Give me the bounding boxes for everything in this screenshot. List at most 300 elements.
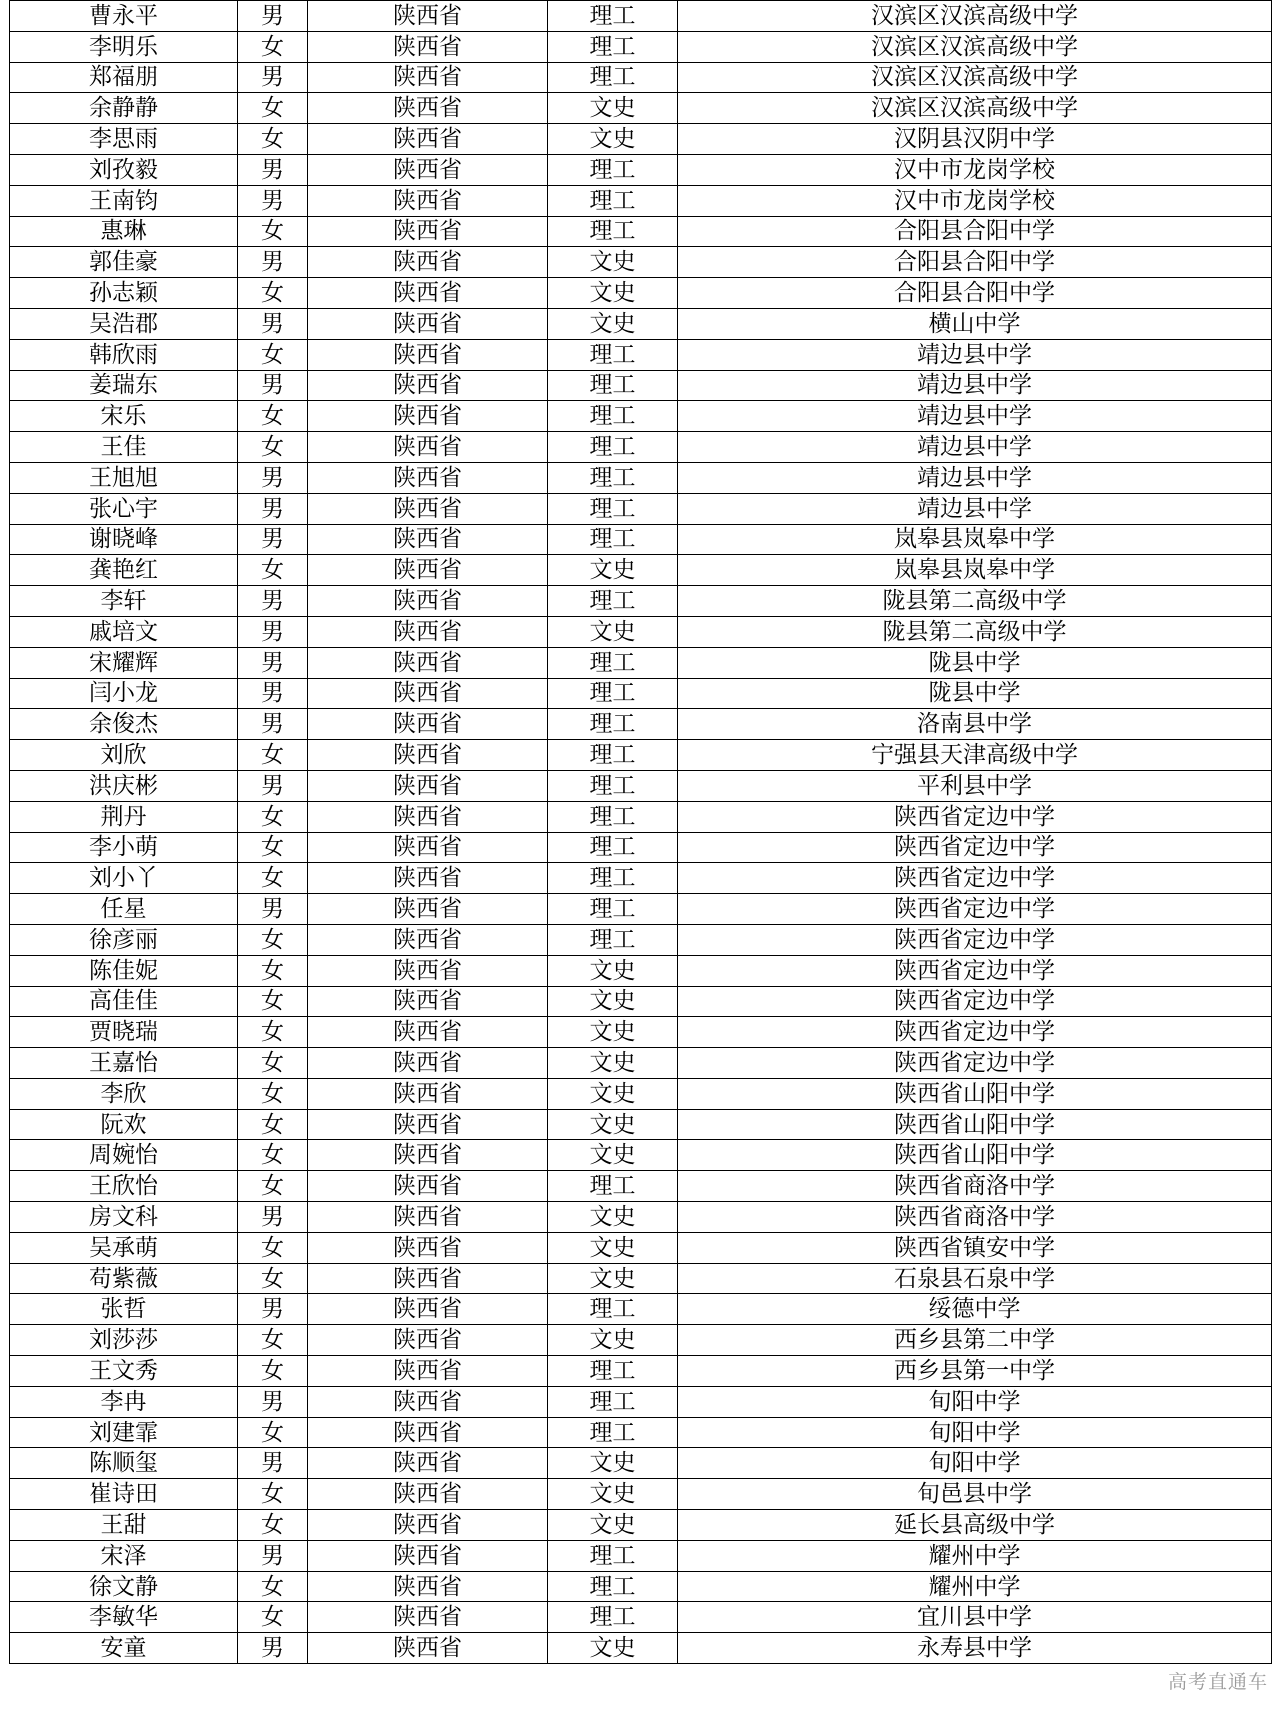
school-cell: 汉中市龙岗学校 [678,154,1272,185]
gender-cell: 女 [238,1417,308,1448]
gender-cell: 女 [238,124,308,155]
track-cell: 文史 [548,1140,678,1171]
student-name-cell: 阮欢 [10,1109,238,1140]
student-name-cell: 刘欣 [10,740,238,771]
school-cell: 陕西省山阳中学 [678,1109,1272,1140]
gender-cell: 男 [238,1448,308,1479]
student-name-cell: 宋耀辉 [10,647,238,678]
student-name-cell: 李轩 [10,586,238,617]
school-cell: 陕西省定边中学 [678,1017,1272,1048]
track-cell: 文史 [548,1202,678,1233]
table-row [10,370,1272,401]
gender-cell: 女 [238,1017,308,1048]
student-name-cell: 张哲 [10,1294,238,1325]
gender-cell: 男 [238,524,308,555]
province-cell: 陕西省 [308,678,548,709]
province-cell: 陕西省 [308,832,548,863]
track-cell: 理工 [548,586,678,617]
school-cell: 合阳县合阳中学 [678,216,1272,247]
track-cell: 理工 [548,216,678,247]
gender-cell: 男 [238,647,308,678]
table-row [10,1232,1272,1263]
track-cell: 理工 [548,1417,678,1448]
table-row [10,1140,1272,1171]
school-cell: 陇县中学 [678,678,1272,709]
school-cell: 旬邑县中学 [678,1479,1272,1510]
table-row [10,124,1272,155]
school-cell: 洛南县中学 [678,709,1272,740]
province-cell: 陕西省 [308,616,548,647]
table-row [10,1386,1272,1417]
gender-cell: 女 [238,1171,308,1202]
province-cell: 陕西省 [308,647,548,678]
student-name-cell: 陈顺玺 [10,1448,238,1479]
school-cell: 耀州中学 [678,1540,1272,1571]
gender-cell: 男 [238,370,308,401]
gender-cell: 女 [238,1109,308,1140]
track-cell: 理工 [548,1386,678,1417]
student-name-cell: 荆丹 [10,801,238,832]
gender-cell: 女 [238,339,308,370]
gender-cell: 女 [238,740,308,771]
gender-cell: 男 [238,709,308,740]
student-name-cell: 余静静 [10,93,238,124]
school-cell: 陕西省镇安中学 [678,1232,1272,1263]
table-row [10,770,1272,801]
gender-cell: 女 [238,832,308,863]
roster-body [10,1,1272,1664]
school-cell: 靖边县中学 [678,339,1272,370]
table-row [10,1017,1272,1048]
table-row [10,586,1272,617]
gender-cell: 男 [238,616,308,647]
table-row [10,1479,1272,1510]
school-cell: 耀州中学 [678,1571,1272,1602]
table-row [10,339,1272,370]
table-row [10,1602,1272,1633]
table-row [10,154,1272,185]
student-name-cell: 韩欣雨 [10,339,238,370]
student-name-cell: 王佳 [10,432,238,463]
table-row [10,247,1272,278]
gender-cell: 男 [238,462,308,493]
province-cell: 陕西省 [308,493,548,524]
student-name-cell: 贾晓瑞 [10,1017,238,1048]
track-cell: 文史 [548,1633,678,1664]
province-cell: 陕西省 [308,124,548,155]
student-name-cell: 吴浩郡 [10,308,238,339]
watermark-text: 高考直通车 [1167,1671,1268,1693]
gender-cell: 男 [238,1202,308,1233]
track-cell: 文史 [548,1017,678,1048]
table-row [10,955,1272,986]
school-cell: 陕西省定边中学 [678,986,1272,1017]
school-cell: 靖边县中学 [678,432,1272,463]
province-cell: 陕西省 [308,1171,548,1202]
school-cell: 旬阳中学 [678,1448,1272,1479]
school-cell: 合阳县合阳中学 [678,247,1272,278]
track-cell: 文史 [548,1232,678,1263]
school-cell: 靖边县中学 [678,401,1272,432]
track-cell: 文史 [548,555,678,586]
gender-cell: 女 [238,1510,308,1541]
track-cell: 理工 [548,462,678,493]
province-cell: 陕西省 [308,524,548,555]
province-cell: 陕西省 [308,401,548,432]
student-name-cell: 刘莎莎 [10,1325,238,1356]
student-name-cell: 惠琳 [10,216,238,247]
province-cell: 陕西省 [308,1017,548,1048]
province-cell: 陕西省 [308,801,548,832]
track-cell: 理工 [548,863,678,894]
school-cell: 陕西省定边中学 [678,955,1272,986]
student-name-cell: 李敏华 [10,1602,238,1633]
school-cell: 靖边县中学 [678,462,1272,493]
track-cell: 理工 [548,1,678,32]
student-name-cell: 洪庆彬 [10,770,238,801]
gender-cell: 男 [238,770,308,801]
track-cell: 理工 [548,1602,678,1633]
table-row [10,832,1272,863]
track-cell: 文史 [548,1109,678,1140]
province-cell: 陕西省 [308,1048,548,1079]
province-cell: 陕西省 [308,1356,548,1387]
track-cell: 文史 [548,1078,678,1109]
table-row [10,740,1272,771]
track-cell: 理工 [548,1294,678,1325]
school-cell: 陇县中学 [678,647,1272,678]
province-cell: 陕西省 [308,432,548,463]
student-name-cell: 周婉怡 [10,1140,238,1171]
track-cell: 理工 [548,401,678,432]
table-row [10,1171,1272,1202]
student-name-cell: 王欣怡 [10,1171,238,1202]
province-cell: 陕西省 [308,154,548,185]
province-cell: 陕西省 [308,31,548,62]
gender-cell: 女 [238,863,308,894]
gender-cell: 女 [238,986,308,1017]
track-cell: 文史 [548,247,678,278]
gender-cell: 男 [238,185,308,216]
track-cell: 文史 [548,1448,678,1479]
province-cell: 陕西省 [308,339,548,370]
school-cell: 陕西省山阳中学 [678,1140,1272,1171]
school-cell: 旬阳中学 [678,1417,1272,1448]
student-name-cell: 王南钧 [10,185,238,216]
gender-cell: 男 [238,1294,308,1325]
track-cell: 文史 [548,93,678,124]
province-cell: 陕西省 [308,1540,548,1571]
table-row [10,1202,1272,1233]
track-cell: 理工 [548,894,678,925]
table-row [10,432,1272,463]
gender-cell: 女 [238,432,308,463]
track-cell: 理工 [548,770,678,801]
province-cell: 陕西省 [308,1325,548,1356]
table-row [10,1417,1272,1448]
track-cell: 理工 [548,154,678,185]
student-name-cell: 高佳佳 [10,986,238,1017]
table-row [10,1448,1272,1479]
province-cell: 陕西省 [308,1232,548,1263]
track-cell: 文史 [548,1325,678,1356]
school-cell: 宁强县天津高级中学 [678,740,1272,771]
table-row [10,1263,1272,1294]
student-name-cell: 戚培文 [10,616,238,647]
student-name-cell: 闫小龙 [10,678,238,709]
school-cell: 西乡县第一中学 [678,1356,1272,1387]
student-name-cell: 郭佳豪 [10,247,238,278]
school-cell: 靖边县中学 [678,370,1272,401]
province-cell: 陕西省 [308,894,548,925]
province-cell: 陕西省 [308,462,548,493]
student-name-cell: 李冉 [10,1386,238,1417]
table-row [10,986,1272,1017]
gender-cell: 男 [238,586,308,617]
school-cell: 绥德中学 [678,1294,1272,1325]
student-name-cell: 徐彦丽 [10,924,238,955]
track-cell: 文史 [548,1263,678,1294]
province-cell: 陕西省 [308,370,548,401]
province-cell: 陕西省 [308,1109,548,1140]
table-row [10,647,1272,678]
school-cell: 汉滨区汉滨高级中学 [678,1,1272,32]
school-cell: 陇县第二高级中学 [678,616,1272,647]
table-row [10,1633,1272,1664]
student-name-cell: 吴承萌 [10,1232,238,1263]
school-cell: 旬阳中学 [678,1386,1272,1417]
province-cell: 陕西省 [308,555,548,586]
table-row [10,278,1272,309]
province-cell: 陕西省 [308,986,548,1017]
track-cell: 理工 [548,185,678,216]
student-name-cell: 李小萌 [10,832,238,863]
school-cell: 合阳县合阳中学 [678,278,1272,309]
track-cell: 理工 [548,370,678,401]
student-name-cell: 曹永平 [10,1,238,32]
gender-cell: 男 [238,493,308,524]
student-name-cell: 刘孜毅 [10,154,238,185]
gender-cell: 女 [238,278,308,309]
student-name-cell: 房文科 [10,1202,238,1233]
student-name-cell: 王甜 [10,1510,238,1541]
gender-cell: 女 [238,1048,308,1079]
school-cell: 陕西省山阳中学 [678,1078,1272,1109]
table-row [10,1540,1272,1571]
track-cell: 理工 [548,493,678,524]
school-cell: 西乡县第二中学 [678,1325,1272,1356]
school-cell: 汉中市龙岗学校 [678,185,1272,216]
student-name-cell: 刘建霏 [10,1417,238,1448]
province-cell: 陕西省 [308,924,548,955]
school-cell: 陕西省定边中学 [678,894,1272,925]
track-cell: 理工 [548,1171,678,1202]
gender-cell: 女 [238,1140,308,1171]
track-cell: 理工 [548,647,678,678]
table-row [10,462,1272,493]
gender-cell: 男 [238,894,308,925]
student-name-cell: 王旭旭 [10,462,238,493]
gender-cell: 男 [238,1633,308,1664]
school-cell: 汉滨区汉滨高级中学 [678,62,1272,93]
track-cell: 文史 [548,955,678,986]
province-cell: 陕西省 [308,770,548,801]
school-cell: 岚皋县岚皋中学 [678,524,1272,555]
track-cell: 文史 [548,616,678,647]
school-cell: 汉阴县汉阴中学 [678,124,1272,155]
track-cell: 理工 [548,801,678,832]
table-row [10,401,1272,432]
track-cell: 理工 [548,924,678,955]
table-row [10,894,1272,925]
table-row [10,924,1272,955]
table-row [10,308,1272,339]
province-cell: 陕西省 [308,1417,548,1448]
table-row [10,1356,1272,1387]
gender-cell: 女 [238,401,308,432]
student-name-cell: 李明乐 [10,31,238,62]
school-cell: 陕西省定边中学 [678,801,1272,832]
table-row [10,863,1272,894]
student-name-cell: 谢晓峰 [10,524,238,555]
track-cell: 理工 [548,1540,678,1571]
gender-cell: 男 [238,154,308,185]
province-cell: 陕西省 [308,1510,548,1541]
gender-cell: 男 [238,62,308,93]
table-row [10,185,1272,216]
gender-cell: 女 [238,955,308,986]
gender-cell: 女 [238,1263,308,1294]
track-cell: 理工 [548,432,678,463]
table-row [10,1294,1272,1325]
province-cell: 陕西省 [308,955,548,986]
gender-cell: 男 [238,678,308,709]
province-cell: 陕西省 [308,93,548,124]
table-row [10,1048,1272,1079]
province-cell: 陕西省 [308,1386,548,1417]
student-name-cell: 王文秀 [10,1356,238,1387]
student-name-cell: 李思雨 [10,124,238,155]
school-cell: 陕西省定边中学 [678,924,1272,955]
track-cell: 理工 [548,524,678,555]
school-cell: 平利县中学 [678,770,1272,801]
school-cell: 宜川县中学 [678,1602,1272,1633]
table-row [10,1325,1272,1356]
track-cell: 理工 [548,832,678,863]
school-cell: 岚皋县岚皋中学 [678,555,1272,586]
province-cell: 陕西省 [308,1263,548,1294]
school-cell: 靖边县中学 [678,493,1272,524]
table-row [10,616,1272,647]
track-cell: 文史 [548,986,678,1017]
student-name-cell: 李欣 [10,1078,238,1109]
student-name-cell: 王嘉怡 [10,1048,238,1079]
student-name-cell: 任星 [10,894,238,925]
track-cell: 文史 [548,308,678,339]
table-row [10,709,1272,740]
province-cell: 陕西省 [308,709,548,740]
track-cell: 文史 [548,1510,678,1541]
province-cell: 陕西省 [308,1140,548,1171]
school-cell: 陇县第二高级中学 [678,586,1272,617]
province-cell: 陕西省 [308,216,548,247]
gender-cell: 男 [238,308,308,339]
student-name-cell: 姜瑞东 [10,370,238,401]
student-name-cell: 陈佳妮 [10,955,238,986]
gender-cell: 女 [238,801,308,832]
gender-cell: 男 [238,247,308,278]
track-cell: 理工 [548,1571,678,1602]
gender-cell: 女 [238,1479,308,1510]
gender-cell: 女 [238,1232,308,1263]
gender-cell: 女 [238,555,308,586]
track-cell: 文史 [548,1048,678,1079]
student-name-cell: 龚艳红 [10,555,238,586]
track-cell: 理工 [548,31,678,62]
table-row [10,1,1272,32]
school-cell: 永寿县中学 [678,1633,1272,1664]
province-cell: 陕西省 [308,740,548,771]
student-name-cell: 余俊杰 [10,709,238,740]
gender-cell: 女 [238,1602,308,1633]
track-cell: 理工 [548,678,678,709]
province-cell: 陕西省 [308,1448,548,1479]
student-name-cell: 苟紫薇 [10,1263,238,1294]
gender-cell: 女 [238,1078,308,1109]
table-row [10,524,1272,555]
province-cell: 陕西省 [308,1633,548,1664]
student-name-cell: 崔诗田 [10,1479,238,1510]
gender-cell: 女 [238,924,308,955]
school-cell: 汉滨区汉滨高级中学 [678,93,1272,124]
school-cell: 陕西省定边中学 [678,832,1272,863]
school-cell: 汉滨区汉滨高级中学 [678,31,1272,62]
province-cell: 陕西省 [308,185,548,216]
province-cell: 陕西省 [308,1,548,32]
gender-cell: 女 [238,1325,308,1356]
school-cell: 延长县高级中学 [678,1510,1272,1541]
track-cell: 文史 [548,124,678,155]
school-cell: 陕西省商洛中学 [678,1202,1272,1233]
student-name-cell: 宋泽 [10,1540,238,1571]
gender-cell: 男 [238,1,308,32]
province-cell: 陕西省 [308,1202,548,1233]
student-name-cell: 徐文静 [10,1571,238,1602]
school-cell: 陕西省商洛中学 [678,1171,1272,1202]
track-cell: 理工 [548,709,678,740]
student-name-cell: 宋乐 [10,401,238,432]
table-row [10,801,1272,832]
gender-cell: 女 [238,31,308,62]
school-cell: 石泉县石泉中学 [678,1263,1272,1294]
gender-cell: 女 [238,216,308,247]
student-name-cell: 刘小丫 [10,863,238,894]
roster-table [9,0,1272,1664]
gender-cell: 女 [238,1356,308,1387]
gender-cell: 男 [238,1540,308,1571]
track-cell: 理工 [548,62,678,93]
table-row [10,93,1272,124]
track-cell: 文史 [548,1479,678,1510]
table-row [10,555,1272,586]
table-row [10,1510,1272,1541]
table-row [10,31,1272,62]
province-cell: 陕西省 [308,308,548,339]
province-cell: 陕西省 [308,1078,548,1109]
province-cell: 陕西省 [308,278,548,309]
province-cell: 陕西省 [308,1294,548,1325]
table-row [10,62,1272,93]
